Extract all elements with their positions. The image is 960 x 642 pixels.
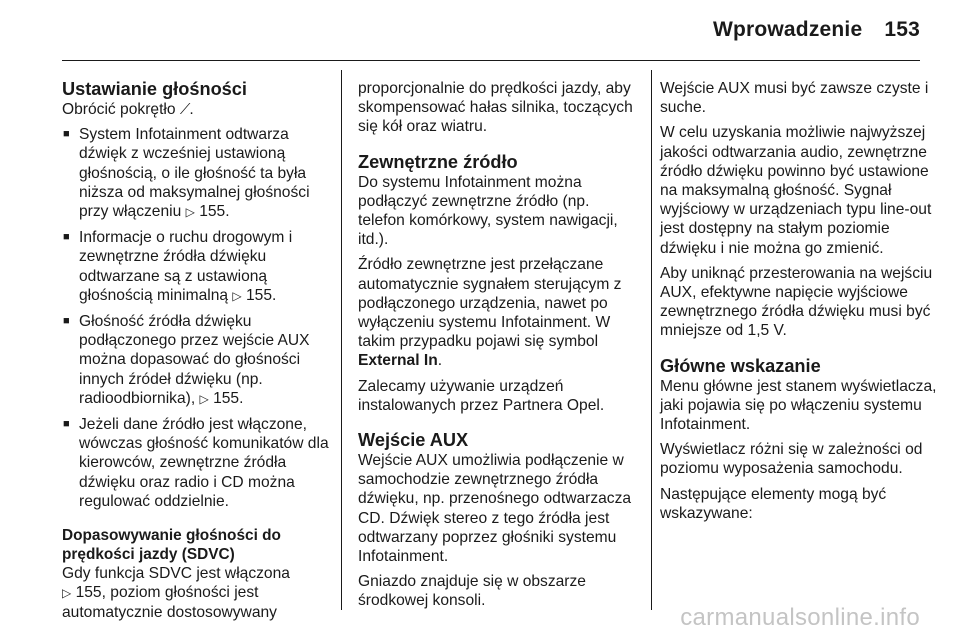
column-divider-2 [651, 70, 652, 610]
external-source-heading: Zewnętrzne źródło [358, 151, 518, 172]
sdvc-heading: Dopasowywanie głośności do prędkości jazdy (SDVC) [62, 527, 281, 564]
header-rule [62, 60, 920, 61]
external-source-text: Do systemu Infotainment można podłączyć zewnętrzne źródło (np. telefon komórkowy, system nawigacji, itd.). [358, 173, 618, 249]
main-display-heading: Główne wskazanie [660, 355, 821, 376]
aux-socket-location: Gniazdo znajduje się w obszarze środkowej konsoli. [358, 573, 586, 610]
page-ref-icon: ▷ [185, 205, 195, 220]
page-header [713, 18, 920, 42]
list-item: ■ System Infotainment odtwarza dźwięk z wcześniej ustawioną głośnością, o ile głośność ta była niższa od maksymalnej głośności przy włączeniu ▷ 155. [63, 126, 310, 221]
external-source-recommendation: Zalecamy używanie urządzeń instalowanych przez Partnera Opel. [358, 377, 605, 414]
volume-knob-icon: ⟋ [179, 101, 190, 118]
volume-intro: Obrócić pokrętło ⟋. [62, 101, 194, 118]
page-ref[interactable]: 155 [199, 203, 226, 221]
aux-text: Wejście AUX umożliwia podłączenie w samochodzie zewnętrznego źródła dźwięku, np. przenośnego odtwarzacza CD. Dźwięk stereo z tego źródła jest odtwarzany poprzez głośniki systemu Infotainment. [358, 452, 632, 566]
chapter-title: Wprowadzenie [712, 18, 863, 41]
column-divider-1 [341, 70, 342, 610]
page-ref-icon: ▷ [62, 586, 72, 601]
aux-heading: Wejście AUX [358, 430, 469, 451]
page-ref-icon: ▷ [199, 391, 209, 406]
list-item: ■ Jeżeli dane źródło jest włączone, wówczas głośność komunikatów dla kierowców, zewnętrzne źródła dźwięku oraz radio i CD można regulować oddzielnie. [63, 416, 329, 510]
bullet-icon: ■ [63, 231, 70, 244]
page-number: 153 [884, 18, 920, 41]
page-ref[interactable]: 155 [213, 389, 240, 407]
aux-voltage-text: Aby uniknąć przesterowania na wejściu AUX, efektywne napięcie wyjściowe zewnętrznego źródła dźwięku musi być mniejsze od 1,5 V. [660, 264, 933, 340]
list-item: ■ Informacje o ruchu drogowym i zewnętrzne źródła dźwięku odtwarzane są z ustawioną głośnością minimalną ▷ 155. [63, 229, 293, 304]
column-3 [660, 79, 942, 529]
bullet-icon: ■ [63, 128, 70, 141]
external-in-label: External In [358, 352, 438, 370]
sdvc-continued: proporcjonalnie do prędkości jazdy, aby skompensować hałas silnika, toczących się kół oraz wiatru. [358, 80, 633, 136]
bullet-icon: ■ [63, 315, 70, 328]
list-item: ■ Głośność źródła dźwięku podłączonego przez wejście AUX można dopasować do głośności innych źródeł dźwięku (np. radioodbiornika), ▷ 155. [63, 313, 310, 407]
external-source-switch-text: Źródło zewnętrzne jest przełączane automatycznie sygnałem sterującym z podłączonego urządzenia, nawet po wyłączeniu systemu Infotainment. W takim przypadku pojawi się symbol External In. [358, 256, 622, 370]
aux-quality-text: W celu uzyskania możliwie najwyższej jakości odtwarzania audio, zewnętrzne źródło dźwięku powinno być ustawione na maksymalną głośność. Sygnał wyjściowy w urządzeniach typu line-out jest dostępny na stałym poziomie dźwięku i nie można go zmienić. [660, 124, 932, 257]
watermark: carmanualsonline.info [680, 604, 920, 631]
page-ref-icon: ▷ [232, 288, 242, 303]
volume-heading: Ustawianie głośności [62, 79, 247, 99]
page-ref[interactable]: 155 [246, 286, 273, 304]
column-2 [358, 79, 636, 617]
main-display-text: Menu główne jest stanem wyświetlacza, jaki pojawia się po włączeniu systemu Infotainment. [660, 377, 937, 434]
bullet-icon: ■ [63, 418, 70, 431]
main-display-elements-text: Następujące elementy mogą być wskazywane: [660, 485, 887, 522]
column-1 [62, 79, 332, 629]
main-display-variant-text: Wyświetlacz różni się w zależności od poziomu wyposażenia samochodu. [660, 441, 923, 478]
sdvc-text: Gdy funkcja SDVC jest włączona ▷ 155, poziom głośności jest automatycznie dostosowywany [62, 565, 290, 622]
aux-clean-text: Wejście AUX musi być zawsze czyste i suche. [660, 80, 929, 117]
page-ref[interactable]: 155 [75, 584, 102, 602]
